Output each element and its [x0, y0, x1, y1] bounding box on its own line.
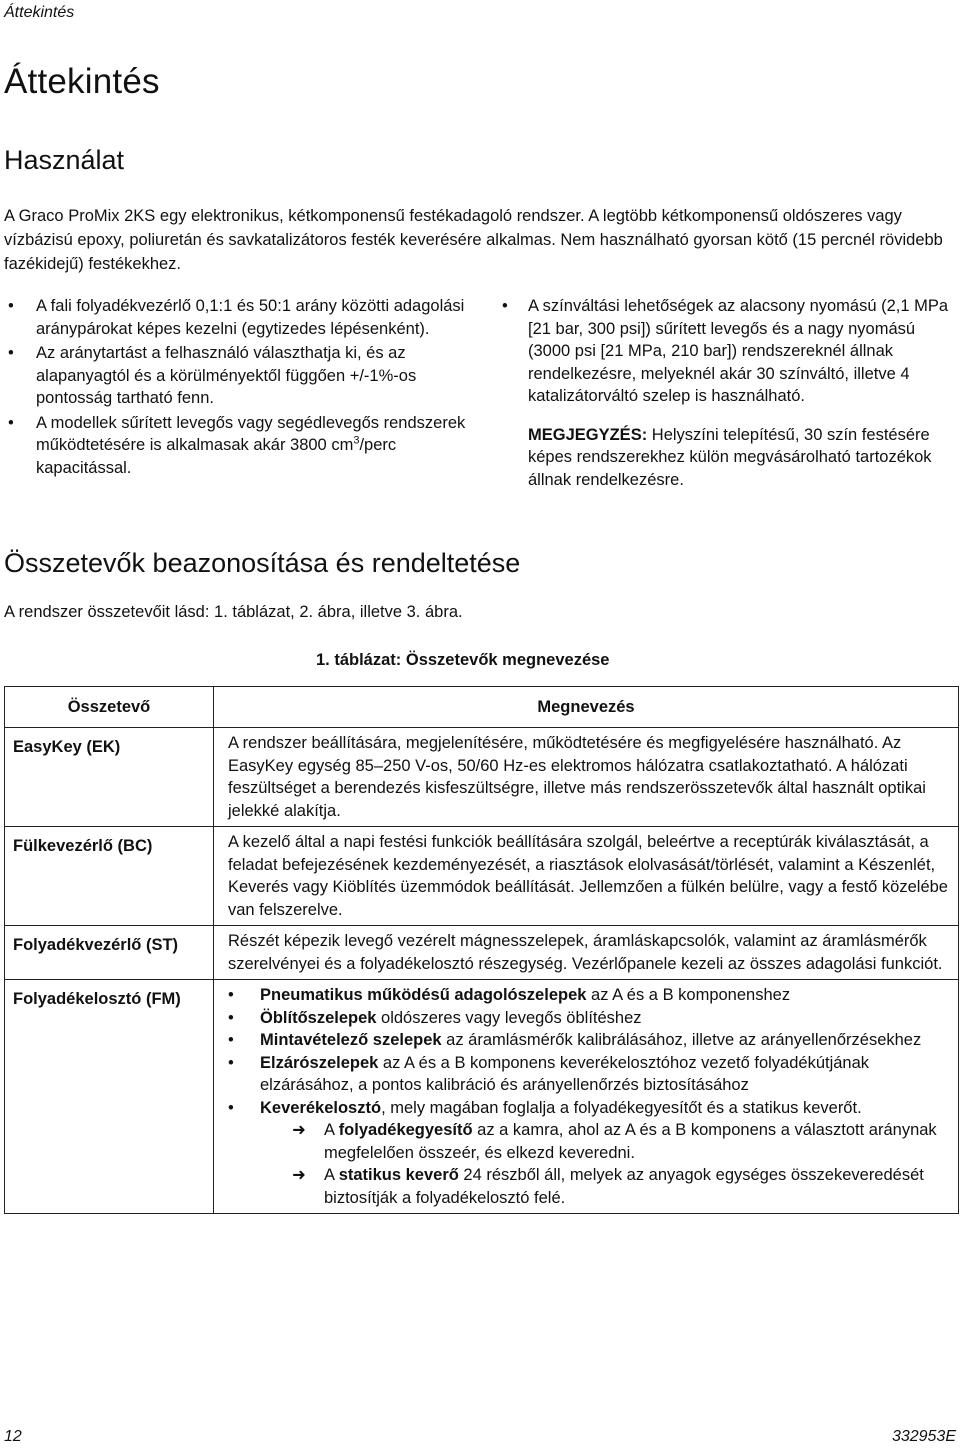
- item-bold: Öblítőszelepek: [260, 1008, 377, 1027]
- table-header-row: [5, 687, 959, 728]
- item-text: az a kamra, ahol az A és a B komponens a választott aránynak megfelelően összeér, és elkezd keveredni.: [324, 1121, 937, 1162]
- item-text: az A és a B komponens keverékelosztóhoz vezető folyadékútjának elzárásához, a pontos kalibráció és arányellenőrzés biztosításához: [260, 1053, 870, 1094]
- item-pre: A: [324, 1166, 339, 1184]
- component-name: Folyadékvezérlő (ST): [5, 926, 214, 980]
- bullet-icon: •: [228, 986, 234, 1004]
- list-item: [4, 295, 474, 340]
- component-description: A kezelő által a napi festési funkciók beállítására szolgál, beleértve a receptúrák kiválasztását, a feladat befejezésének kezdeményezését, a riasztások elolvasását/törlését, valamint a Készenlét, Keverés vagy Kiöblítés üzemmódok beállítását. Jellemzően a fülkén belülre, vagy a festő közelébe van felszerelve.: [214, 827, 959, 926]
- bullet-icon: •: [8, 413, 14, 432]
- bullet-icon: •: [228, 1008, 234, 1027]
- item-text: oldószeres vagy levegős öblítéshez: [376, 1008, 642, 1027]
- note-text: Helyszíni telepítésű, 30 szín festésére képes rendszerekhez külön megvásárolható tartozékok állnak rendelkezésre.: [528, 425, 932, 489]
- usage-intro-paragraph: A Graco ProMix 2KS egy elektronikus, kétkomponensű festékadagoló rendszer. A legtöbb kétkomponensű oldószeres vagy vízbázisú epoxy, poliuretán és savkatalizátoros festék keverésére alkalmas. Nem használható gyorsan kötő (15 percnél rövidebb fazékidejű) festékekhez.: [4, 207, 943, 273]
- page-number: 12: [4, 1428, 22, 1445]
- column-header-description: Megnevezés: [214, 687, 959, 728]
- document-code: 332953E: [891, 1428, 956, 1445]
- bullet-icon: •: [228, 1031, 234, 1049]
- item-bold: folyadékegyesítő: [338, 1121, 473, 1139]
- item-bold: Keverékelosztó: [260, 1098, 382, 1117]
- bullet-icon: •: [502, 297, 508, 315]
- bullet-icon: •: [228, 1053, 234, 1072]
- list-item-text: A modellek sűrített levegős vagy segédlevegős rendszerek működtetésére is alkalmasak akár 3800 cm: [36, 413, 466, 454]
- list-item: [228, 1029, 950, 1052]
- bullet-icon: •: [228, 1098, 234, 1117]
- table-row: [5, 926, 959, 980]
- item-text: , mely magában foglalja a folyadékegyesítőt és a statikus keverőt.: [381, 1098, 862, 1117]
- table-caption: 1. táblázat: Összetevők megnevezése: [316, 651, 610, 669]
- table-row: [5, 980, 959, 1214]
- list-item: [228, 1097, 950, 1120]
- note-label: MEGJEGYZÉS:: [528, 425, 648, 444]
- section-heading-usage: Használat: [4, 145, 125, 175]
- list-item: [228, 1052, 950, 1097]
- components-reference: A rendszer összetevőit lásd: 1. táblázat, 2. ábra, illetve 3. ábra.: [4, 603, 463, 621]
- list-item: [502, 295, 957, 408]
- list-item-text: /perc kapacitással.: [36, 436, 397, 477]
- component-name: EasyKey (EK): [5, 728, 214, 827]
- list-item: [4, 342, 474, 410]
- list-item: [228, 984, 950, 1007]
- section-heading-components: Összetevők beazonosítása és rendeltetése: [4, 548, 521, 578]
- component-name: Folyadékelosztó (FM): [5, 980, 214, 1214]
- item-bold: statikus keverő: [338, 1166, 459, 1184]
- component-description: Részét képezik levegő vezérelt mágnesszelepek, áramláskapcsolók, valamint az áramlásmérők szerelvényei és a folyadékelosztó részegység. Vezérlőpanele kezeli az összes adagolási funkciót.: [214, 926, 959, 980]
- component-name: Fülkevezérlő (BC): [5, 827, 214, 926]
- note-paragraph: [502, 424, 957, 492]
- list-item: [228, 1007, 950, 1030]
- item-bold: Pneumatikus működésű adagolószelepek: [260, 986, 587, 1004]
- list-item-text: A fali folyadékvezérlő 0,1:1 és 50:1 arány közötti adagolási aránypárokat képes kezelni (egytizedes lépésenként).: [36, 297, 465, 338]
- list-item-text: Az aránytartást a felhasználó választhatja ki, és az alapanyagtól és a körülményektől függően +/-1%-os pontosság tartható fenn.: [36, 344, 417, 407]
- table-row: [5, 728, 959, 827]
- sub-list-item: [228, 1119, 950, 1164]
- item-bold: Elzárószelepek: [260, 1053, 379, 1072]
- item-bold: Mintavételező szelepek: [260, 1031, 442, 1049]
- bullet-icon: •: [8, 344, 14, 362]
- sub-list-item: [228, 1164, 950, 1209]
- arrow-right-icon: ➜: [292, 1121, 306, 1139]
- item-pre: A: [324, 1121, 339, 1139]
- item-text: 24 részből áll, melyek az anyagok egységes összekeveredését biztosítják a folyadékelosztó felé.: [324, 1166, 924, 1207]
- usage-right-column: [502, 295, 957, 491]
- running-header: Áttekintés: [4, 4, 75, 21]
- list-item-text: A színváltási lehetőségek az alacsony nyomású (2,1 MPa [21 bar, 300 psi]) sűrített levegős és a nagy nyomású (3000 psi [21 MPa, 210 bar]) rendszereknél állnak rendelkezésre, melyeknél akár 30 színváltó, illetve 4 katalizátorváltó szelep is használható.: [528, 297, 949, 405]
- component-description: A rendszer beállítására, megjelenítésére, működtetésére és megfigyelésére használható. Az EasyKey egység 85–250 V-os, 50/60 Hz-es elektromos hálózatra csatlakoztatható. A hálózati feszültséget a berendezés kisfeszültségre, illetve más rendszerösszetevők által használt optikai jelekké alakítja.: [214, 728, 959, 827]
- table-row: [5, 827, 959, 926]
- usage-left-column: [4, 295, 474, 481]
- page-title: Áttekintés: [4, 62, 160, 101]
- bullet-icon: •: [8, 297, 14, 315]
- item-text: az áramlásmérők kalibrálásához, illetve az arányellenőrzésekhez: [441, 1031, 922, 1049]
- column-header-component: Összetevő: [5, 687, 214, 728]
- superscript-3: 3: [353, 434, 360, 447]
- list-item: [4, 412, 474, 480]
- arrow-right-icon: ➜: [292, 1166, 306, 1184]
- components-table: [4, 686, 959, 1214]
- item-text: az A és a B komponenshez: [586, 986, 791, 1004]
- component-description: [214, 980, 959, 1214]
